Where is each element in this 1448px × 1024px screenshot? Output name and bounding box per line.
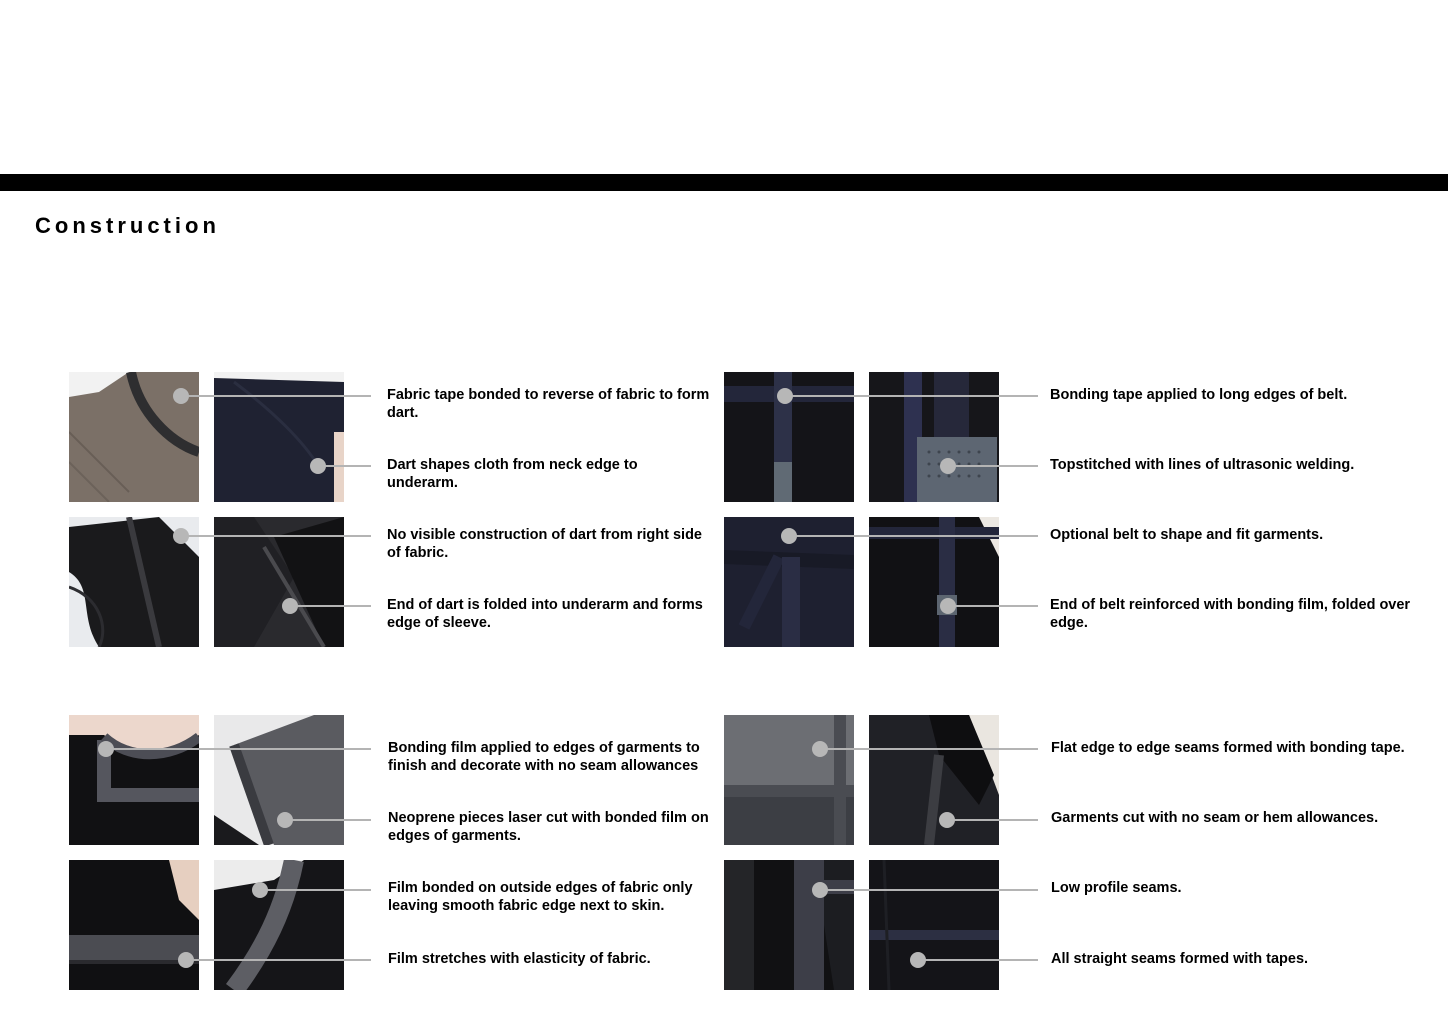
callout-marker [173,388,189,404]
caption-film-1: Bonding film applied to edges of garments to finish and decorate with no seam allowances [388,740,700,774]
caption-belt-2: Topstitched with lines of ultrasonic welding. [1050,457,1355,473]
caption-dart-4: End of dart is folded into underarm and forms edge of sleeve. [387,597,703,631]
belt-welding-photo [869,372,999,502]
page-title: Construction [35,213,220,238]
sleeve-seam-photo [869,715,999,845]
callout-marker [310,458,326,474]
caption-seams-1: Flat edge to edge seams formed with bonding tape. [1051,740,1405,756]
caption-belt-3: Optional belt to shape and fit garments. [1050,527,1324,543]
straight-tape-seam-photo [869,860,999,990]
caption-film-2: Neoprene pieces laser cut with bonded film on edges of garments. [388,810,709,844]
caption-belt-4: End of belt reinforced with bonding film, folded over edge. [1050,597,1411,631]
callout-marker [282,598,298,614]
callout-marker [777,388,793,404]
callout-marker [277,812,293,828]
caption-film-3: Film bonded on outside edges of fabric only leaving smooth fabric edge next to skin. [388,880,693,914]
callout-marker [910,952,926,968]
grey-seam-photo [724,715,854,845]
caption-seams-2: Garments cut with no seam or hem allowances. [1051,810,1379,826]
caption-dart-1: Fabric tape bonded to reverse of fabric to form dart. [387,387,710,421]
navy-dart-photo [214,372,344,502]
caption-belt-1: Bonding tape applied to long edges of belt. [1050,387,1348,403]
caption-seams-4: All straight seams formed with tapes. [1051,951,1309,967]
neckline-film-photo [69,715,199,845]
back-film-stripe-photo [214,860,344,990]
waist-film-photo [69,860,199,990]
caption-dart-2: Dart shapes cloth from neck edge to underarm. [387,457,638,491]
callout-marker [781,528,797,544]
callout-marker [940,458,956,474]
leather-seam-photo [724,860,854,990]
caption-dart-3: No visible construction of dart from right side of fabric. [387,527,702,561]
callout-marker [812,741,828,757]
callout-marker [940,598,956,614]
callout-marker [178,952,194,968]
callout-marker [939,812,955,828]
caption-film-4: Film stretches with elasticity of fabric. [388,951,651,967]
callout-marker [98,741,114,757]
callout-marker [812,882,828,898]
header-bar [0,174,1448,191]
caption-seams-3: Low profile seams. [1051,880,1182,896]
callout-marker [252,882,268,898]
callout-marker [173,528,189,544]
